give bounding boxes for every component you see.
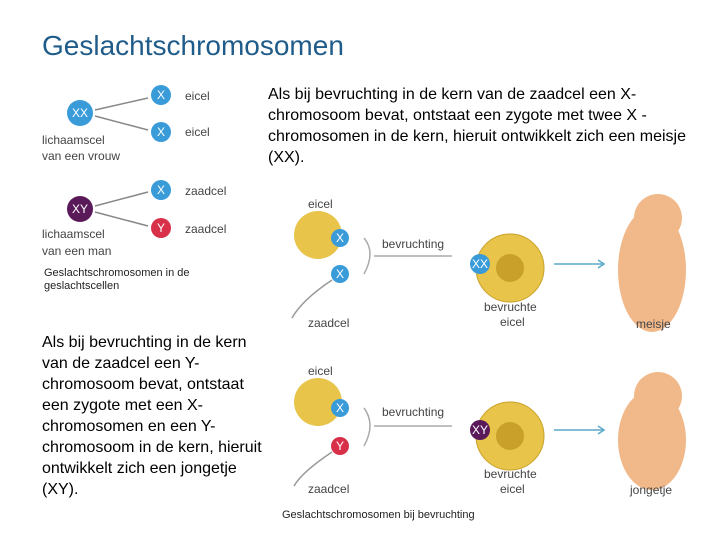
sperm-cell-x-chrom: X [156,183,166,197]
girl-sperm-tail [292,280,332,318]
girl-sperm-label: zaadcel [308,316,350,330]
egg-cell-2-chrom: X [156,125,166,139]
man-cell-chromosomes: XY [71,202,89,216]
text-boy-explanation: Als bij bevruchting in de kern van de zaadcel een Y-chromosoom bevat, ontstaat een zygote met een X-chromosomen en een Y-chromosoom in de kern, hieruit ontwikkelt zich een jongetje (XY). [42,334,262,498]
arrow-to-egg-2 [95,116,148,130]
egg-cell-1-chrom: X [156,88,166,102]
arrow-to-egg-1 [95,98,148,110]
boy-egg-label: eicel [308,364,333,378]
girl-arrow-label: bevruchting [382,237,445,251]
sex-cells-diagram [40,80,250,270]
girl-sperm-chrom: X [335,267,345,281]
arrow-to-sperm-1 [95,192,148,206]
boy-sperm-tail [294,452,332,486]
text-girl-explanation: Als bij bevruchting in de kern van de zaadcel een X-chromosoom bevat, ontstaat een zygote met twee X -chromosomen in de kern, hieruit ontwikkelt zich een meisje (XX). [268,86,686,166]
boy-sperm-label: zaadcel [308,482,350,496]
girl-zygote-nucleus [496,254,524,282]
woman-cell-chromosomes: XX [71,106,89,120]
boy-result-label: jongetje [630,483,673,497]
arrow-to-sperm-2 [95,212,148,226]
fertilization-diagram [282,190,712,505]
woman-label-1: lichaamscel [42,133,105,147]
girl-zygote-label-2: eicel [500,315,525,329]
girl-zygote-chrom: XX [471,257,489,271]
girl-result-label: meisje [636,317,671,331]
caption-sex-cells: Geslachtschromosomen in de geslachtscellen [44,267,190,292]
boy-bracket [364,408,370,446]
sperm-cell-y-chrom: Y [156,221,166,235]
boy-egg-chrom: X [335,401,345,415]
caption-fertilization: Geslachtschromosomen bij bevruchting [282,509,475,521]
boy-arrow-label: bevruchting [382,405,445,419]
girl-fetus-head [634,194,682,242]
boy-sperm-chrom: Y [335,439,345,453]
egg-label-1: eicel [185,89,210,103]
man-label-2: van een man [42,244,112,258]
woman-label-2: van een vrouw [42,149,121,163]
boy-zygote-label-1: bevruchte [484,467,537,481]
girl-egg-label: eicel [308,197,333,211]
page-title: Geslachtschromosomen [42,30,344,61]
girl-egg-chrom: X [335,231,345,245]
sperm-label-2: zaadcel [185,222,227,236]
egg-label-2: eicel [185,125,210,139]
boy-fetus-head [634,372,682,420]
man-label-1: lichaamscel [42,227,105,241]
girl-zygote-label-1: bevruchte [484,300,537,314]
sperm-label-1: zaadcel [185,184,227,198]
girl-bracket [364,238,370,274]
boy-zygote-chrom: XY [471,423,489,437]
boy-zygote-nucleus [496,422,524,450]
boy-zygote-label-2: eicel [500,482,525,496]
